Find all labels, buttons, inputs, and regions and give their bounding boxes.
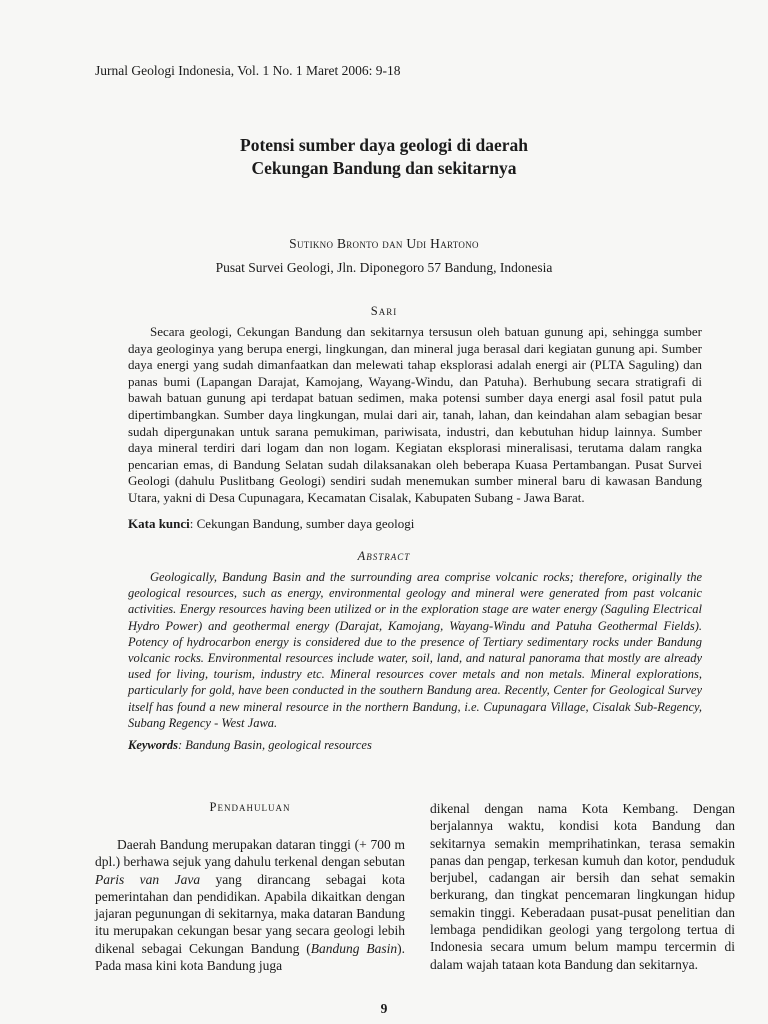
kata-kunci-text: : Cekungan Bandung, sumber daya geologi	[189, 516, 415, 531]
intro-column-right: dikenal dengan nama Kota Kembang. Dengan berjalannya waktu, kondisi kota Bandung dan sekitarnya semakin memprihatinkan, terasa semakin panas dan pengap, terkesan kumuh dan kotor, penduduk berjubel, cadangan air bersih dan sehat semakin berkurang, dan tingkat pencemaran lingkungan hidup semakin tinggi. Keberadaan pusat-pusat penelitian dan lembaga pendidikan geologi yang tergolong tertua di Indonesia secara umum belum mampu tercermin di dalam wajah tataan kota Bandung dan sekitarnya.	[430, 801, 735, 972]
journal-citation: Jurnal Geologi Indonesia, Vol. 1 No. 1 Maret 2006: 9-18	[95, 63, 401, 78]
intro-column-left	[95, 836, 405, 974]
kata-kunci	[128, 516, 414, 532]
intro-text-3: ). Pada masa kini kota Bandung juga	[95, 940, 405, 974]
page-number: 9	[380, 1001, 388, 1016]
intro-italic-1: Paris van Java	[95, 871, 201, 887]
kata-kunci-label: Kata kunci	[128, 516, 190, 531]
intro-italic-2: Bandung Basin	[310, 940, 398, 956]
intro-text-1: Daerah Bandung merupakan dataran tinggi (+ 700 m dpl.) berhawa sejuk yang dahulu terkenal dengan sebutan	[95, 837, 405, 870]
keywords-label: Keywords	[128, 738, 178, 752]
intro-text-2: yang dirancang sebagai kota pemerintahan dan pendidikan. Apabila dikaitkan dengan jajaran pegunungan di sekitarnya, maka dataran Bandung itu merupakan cekungan besar yang secara geologi lebih dikenal sebagai Cekungan Bandung (	[95, 871, 406, 956]
abstract-body: Geologically, Bandung Basin and the surrounding area comprise volcanic rocks; therefore, originally the geological resources, such as energy, environmental geology and mineral were generated from past volcanic activities. Energy resources having been utilized or in the exploration stage are water energy (Saguling Electrical Hydro Power) and geothermal energy (Darajat, Kamojang, Wayang-Windu and Patuha Geothermal Fields). Potency of hydrocarbon energy is considered due to the presence of Tertiary sedimentary rocks under Bandung volcanic rocks. Environmental resources include water, soil, land, and natural panorama that mostly are already used for living, tourism, industry etc. Mineral resources cover metals and non metals. Mineral explorations, particularly for gold, have been conducted in the southern Bandung area. Recently, Center for Geological Survey itself has found a new mineral resource in the northern Bandung, i.e. Cupunagara Village, Cisalak Sub-Regency, Subang Regency - West Jawa.	[128, 570, 702, 730]
keywords-text: : Bandung Basin, geological resources	[178, 738, 372, 752]
section-heading-pendahuluan: Pendahuluan	[209, 800, 291, 814]
keywords	[128, 738, 372, 753]
sari-heading: Sari	[370, 304, 398, 318]
abstract-heading: Abstract	[357, 549, 411, 563]
sari-body: Secara geologi, Cekungan Bandung dan sekitarnya tersusun oleh batuan gunung api, sehingga sumber daya geologinya yang berupa energi, lingkungan, dan mineral juga berasal dari kegiatan gunung api. Sumber daya energi yang sudah dimanfaatkan dan melewati tahap eksplorasi adalah energi air (PLTA Saguling) dan panas bumi (Lapangan Darajat, Kamojang, Wayang-Windu, dan Patuha). Berhubung secara stratigrafi di bawah batuan gunung api terdapat batuan sedimen, maka potensi sumber daya energi asal fosil patut pula dipertimbangkan. Sumber daya lingkungan, mulai dari air, tanah, lahan, dan keindahan alam sebagian besar sudah dipergunakan untuk sarana pemukiman, pariwisata, industri, dan kebutuhan hidup lainnya. Sumber daya mineral terdiri dari logam dan non logam. Kegiatan eksplorasi mineralisasi, terutama dalam rangka pencarian emas, di Bandung Selatan sudah dilaksanakan oleh beberapa Kuasa Pertambangan. Pusat Survei Geologi (dahulu Puslitbang Geologi) sendiri sudah menemukan sumber mineral baru di kawasan Bandung Utara, yakni di Desa Cupunagara, Kecamatan Cisalak, Kabupaten Subang - Jawa Barat.	[128, 324, 702, 505]
authors: Sutikno Bronto dan Udi Hartono	[289, 236, 479, 251]
title-line-2: Cekungan Bandung dan sekitarnya	[251, 158, 517, 178]
affiliation: Pusat Survei Geologi, Jln. Diponegoro 57 Bandung, Indonesia	[215, 260, 553, 275]
paper-title	[0, 134, 768, 180]
title-line-1: Potensi sumber daya geologi di daerah	[240, 135, 528, 155]
